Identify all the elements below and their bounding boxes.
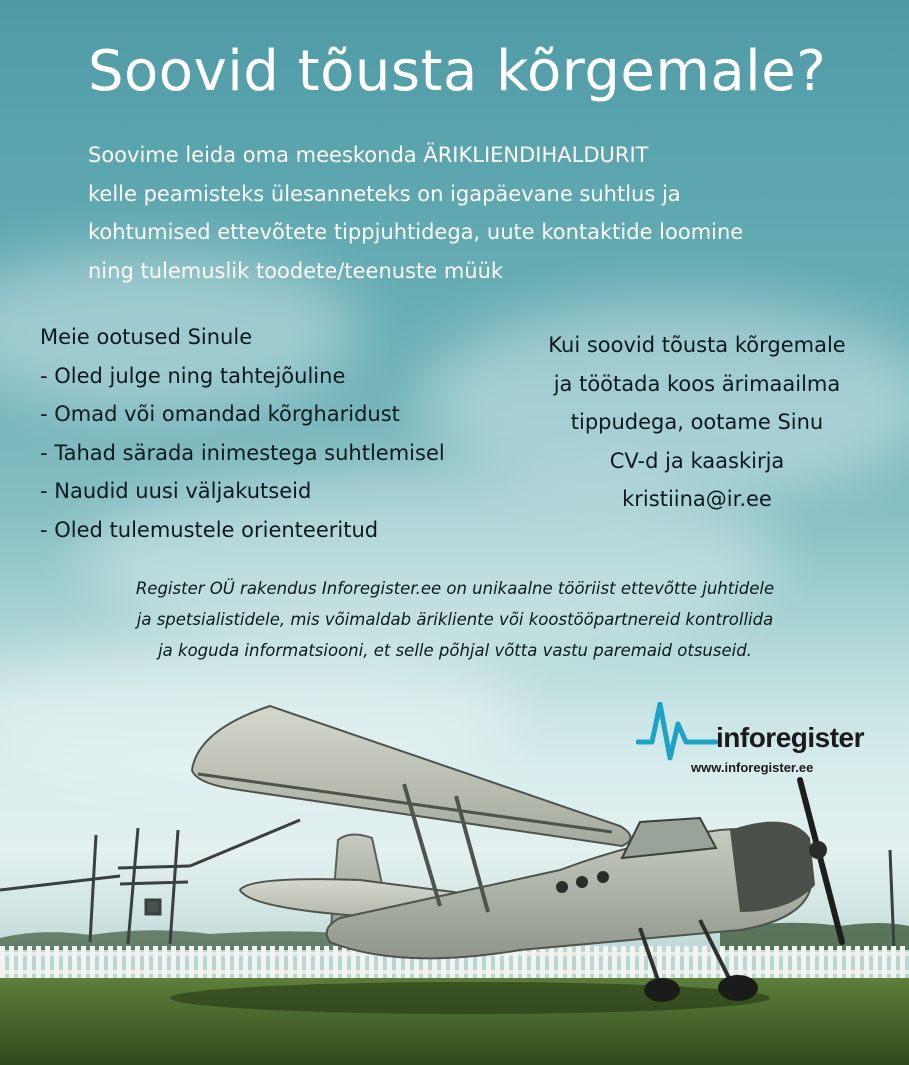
contact-block: [500, 326, 894, 519]
company-blurb: [50, 573, 860, 666]
intro-line: kohtumised ettevõtete tippjuhtidega, uute kontaktide loomine: [88, 220, 744, 244]
expectation-item: - Naudid uusi väljakutseid: [40, 479, 312, 503]
headline: Soovid tõusta kõrgemale?: [88, 39, 827, 104]
intro-line: kelle peamisteks ülesanneteks on igapäevane suhtlus ja: [88, 181, 681, 206]
expectations-list: [40, 318, 520, 549]
expectation-item: - Oled tulemustele orienteeritud: [40, 517, 379, 542]
blurb-line: Register OÜ rakendus Inforegister.ee on unikaalne tööriist ettevõtte juhtidele: [135, 579, 775, 598]
blurb-line: ja koguda informatsiooni, et selle põhjal võtta vastu paremaid otsuseid.: [158, 641, 752, 660]
logo-wordmark: inforegister: [716, 722, 865, 753]
contact-line: CV-d ja kaaskirja: [609, 448, 785, 473]
intro-line: Soovime leida oma meeskonda ÄRIKLIENDIHALDURIT: [88, 143, 649, 167]
power-pole-icon: [0, 820, 300, 944]
contact-email-link[interactable]: kristiina@ir.ee: [622, 487, 772, 511]
expectation-item: - Omad või omandad kõrgharidust: [40, 402, 400, 426]
intro-paragraph: [88, 136, 868, 290]
blurb-line: ja spetsialistidele, mis võimaldab ärikliente või koostööpartnereid kontrollida: [136, 610, 774, 629]
plane-shadow: [170, 982, 770, 1014]
contact-line: ja töötada koos ärimaailma: [553, 371, 841, 396]
expectation-item: - Tahad särada inimestega suhtlemisel: [40, 440, 445, 465]
expectation-item: - Oled julge ning tahtejõuline: [40, 363, 346, 388]
heartbeat-pulse-icon: [636, 702, 718, 762]
expectations-heading: Meie ootused Sinule: [40, 325, 253, 349]
intro-line: ning tulemuslik toodete/teenuste müük: [88, 258, 504, 283]
contact-line: Kui soovid tõusta kõrgemale: [548, 333, 846, 357]
inforegister-logo[interactable]: [636, 702, 876, 782]
logo-url: www.inforegister.ee: [691, 760, 814, 775]
contact-line: tippudega, ootame Sinu: [570, 410, 824, 434]
